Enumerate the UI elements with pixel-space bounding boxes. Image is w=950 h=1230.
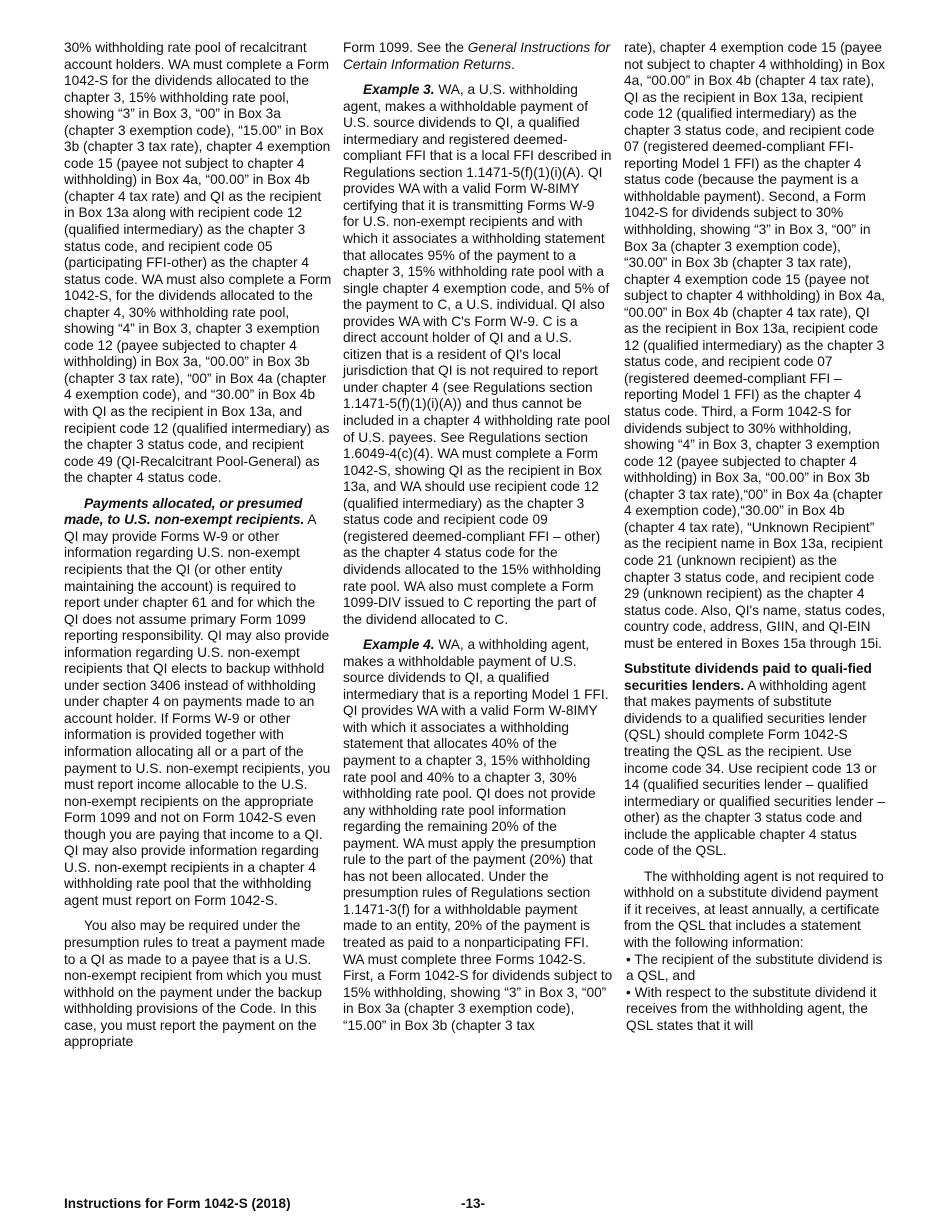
- paragraph: Payments allocated, or presumed made, to U.S. non-exempt recipients. A QI may provide Forms W-9 or other information regarding U.S. non-exempt recipients that the QI (or other entity maintaining the account) is required to report under chapter 61 and for which the QI does not assume primary Form 1099 reporting responsibility. QI may also provide information regarding U.S. non-exempt recipients that QI elects to backup withhold under section 3406 instead of withholding under chapter 4 on payments made to an account holder. If Forms W-9 or other information is provided together with information allocating all or a part of the payment to U.S. non-exempt recipients, you must report income allocable to the U.S. non-exempt recipients on the appropriate Form 1099 and not on Form 1042-S even though you are paying that income to a QI. QI may also provide information regarding U.S. non-exempt recipients in a chapter 4 withholding rate pool that the withholding agent must report on Form 1042-S.: [64, 495, 331, 908]
- publication-title: General Instructions for Certain Information Returns: [343, 40, 611, 72]
- subheading: Payments allocated, or presumed made, to U.S. non-exempt recipients.: [64, 495, 305, 528]
- paragraph: rate), chapter 4 exemption code 15 (payee not subject to chapter 4 withholding) in Box 4a, “00.00” in Box 4b (chapter 4 tax rate), QI as the recipient in Box 13a, recipient code 12 (qualified intermediary) as the chapter 3 status code, and recipient code 07 (registered deemed-compliant FFI-reporting Model 1 FFI) as the chapter 4 status code (because the payment is a withholdable payment). Second, a Form 1042-S for dividends subject to 30% withholding, showing “3” in Box 3, “00” in Box 3a (chapter 3 exemption code), “30.00” in Box 3b (chapter 3 tax rate), chapter 4 exemption code 15 (payee not subject to chapter 4 withholding) in Box 4a, “00.00” in Box 4b (chapter 4 tax rate), QI as the recipient in Box 13a, recipient code 12 (qualified intermediary) as the chapter 3 status code, and recipient code 07 (registered deemed-compliant FFI – reporting Model 1 FFI) as the chapter 4 status code. Third, a Form 1042-S for dividends subject to 30% withholding, showing “4” in Box 3, chapter 3 exemption code 12 (payee subjected to chapter 4 withholding) in Box 3a, “00.00” in Box 3b (chapter 3 tax rate),“00” in Box 4a (chapter 4 exemption code),“30.00” in Box 4b (chapter 4 tax rate), “Unknown Recipient” as the recipient name in Box 13a, recipient code 21 (unknown recipient) as the chapter 3 status code, and recipient code 29 (unknown recipient) as the chapter 4 status code. Also, QI's name, status codes, country code, address, GIIN, and QI-EIN must be entered in Boxes 15a through 15i.: [624, 40, 886, 651]
- example-3: Example 3. WA, a U.S. withholding agent, makes a withholdable payment of U.S. source dividends to QI, a qualified intermediary and registered deemed-compliant FFI that is a local FFI described in Regulations section 1.1471-5(f)(1)(i)(A). QI provides WA with a valid Form W-8IMY certifying that it is transmitting Forms W-9 for U.S. non-exempt recipients and with which it associates a withholding statement that allocates 95% of the payment to a chapter 3, 15% withholding rate pool with a single chapter 4 exemption code, and 5% of the payment to C, a U.S. individual. QI also provides WA with C's Form W-9. C is a direct account holder of QI and a U.S. citizen that is a resident of QI's local jurisdiction that QI is not required to report under chapter 4 (see Regulations section 1.1471-5(f)(1)(i)(A)) and thus cannot be included in a chapter 4 withholding rate pool of U.S. payees. See Regulations section 1.6049-4(c)(4). WA must complete a Form 1042-S, showing QI as the recipient in Box 13a, and WA should use recipient code 12 (qualified intermediary) as the chapter 3 status code and recipient code 09 (registered deemed-compliant FFI – other) as the chapter 4 status code for the dividends allocated to the 15% withholding rate pool. WA also must complete a Form 1099-DIV issued to C reporting the part of the dividend allocated to C.: [343, 82, 612, 627]
- example-label: Example 4.: [363, 637, 435, 653]
- subheading: Substitute dividends paid to quali-fied securities lenders.: [624, 661, 872, 693]
- footer-form-title: Instructions for Form 1042-S (2018): [64, 1196, 291, 1211]
- example-label: Example 3.: [363, 82, 435, 98]
- paragraph: Substitute dividends paid to quali-fied securities lenders. A withholding agent that makes payments of substitute dividends to a qualified securities lender (QSL) should complete Form 1042-S treating the QSL as the recipient. Use income code 34. Use recipient code 13 or 14 (qualified securities lender – qualified intermediary or qualified securities lender – other) as the chapter 3 status code and include the applicable chapter 4 status code of the QSL.: [624, 661, 885, 859]
- column-2: [343, 40, 613, 1034]
- paragraph: 30% withholding rate pool of recalcitrant account holders. WA must complete a Form 1042-S for the dividends allocated to the chapter 3, 15% withholding rate pool, showing “3” in Box 3, “00” in Box 3a (chapter 3 exemption code), “15.00” in Box 3b (chapter 3 tax rate), chapter 4 exemption code 15 (payee not subject to chapter 4 withholding) in Box 4a, “00.00” in Box 4b (chapter 4 tax rate) and QI as the recipient in Box 13a along with recipient code 12 (qualified intermediary) as the chapter 3 status code, and recipient code 05 (participating FFI-other) as the chapter 4 status code. WA must also complete a Form 1042-S, for the dividends allocated to the chapter 4, 30% withholding rate pool, showing “4” in Box 3, chapter 3 exemption code 12 (payee subjected to chapter 4 withholding) in Box 3a, “00.00” in Box 3b (chapter 3 tax rate), “00” in Box 4a (chapter 4 exemption code), and “30.00” in Box 4b with QI as the recipient in Box 13a, and recipient code 12 (qualified intermediary) as the chapter 3 status code, and recipient code 49 (QI-Recalcitrant Pool-General) as the chapter 4 status code.: [64, 40, 332, 486]
- column-3: [624, 40, 886, 1034]
- bullet-item: • With respect to the substitute dividend it receives from the withholding agent, the QSL states that it will: [626, 984, 877, 1033]
- page-number: -13-: [461, 1196, 486, 1211]
- bullet-icon: •: [626, 984, 631, 1000]
- column-1: [64, 40, 332, 1051]
- bullet-item: • The recipient of the substitute dividend is a QSL, and: [626, 951, 883, 984]
- example-4: Example 4. WA, a withholding agent, makes a withholdable payment of U.S. source dividends to QI, a qualified intermediary that is a reporting Model 1 FFI. QI provides WA with a valid Form W-8IMY with which it associates a withholding statement that allocates 40% of the payment to a chapter 3, 15% withholding rate pool and 40% to a chapter 3, 30% withholding rate pool. QI does not provide any withholding rate pool information regarding the remaining 20% of the payment. WA must apply the presumption rule to the part of the payment (20%) that has not been allocated. Under the presumption rules of Regulations section 1.1471-3(f) for a withholdable payment made to an entity, 20% of the payment is treated as paid to a nonparticipating FFI. WA must complete three Forms 1042-S. First, a Form 1042-S for dividends subject to 15% withholding, showing “3” in Box 3, “00” in Box 3a (chapter 3 exemption code), “15.00” in Box 3b (chapter 3 tax: [343, 637, 613, 1033]
- paragraph: Form 1099. See the General Instructions for Certain Information Returns.: [343, 40, 611, 72]
- bullet-icon: •: [626, 951, 631, 967]
- paragraph: The withholding agent is not required to withhold on a substitute dividend payment if it receives, at least annually, a certificate from the QSL that includes a statement with the following information:: [624, 868, 884, 950]
- paragraph: You also may be required under the presumption rules to treat a payment made to a QI as made to a payee that is a U.S. non-exempt recipient from which you must withhold on the payment under the backup withholding provisions of the Code. In this case, you must report the payment on the appropriate: [64, 918, 325, 1050]
